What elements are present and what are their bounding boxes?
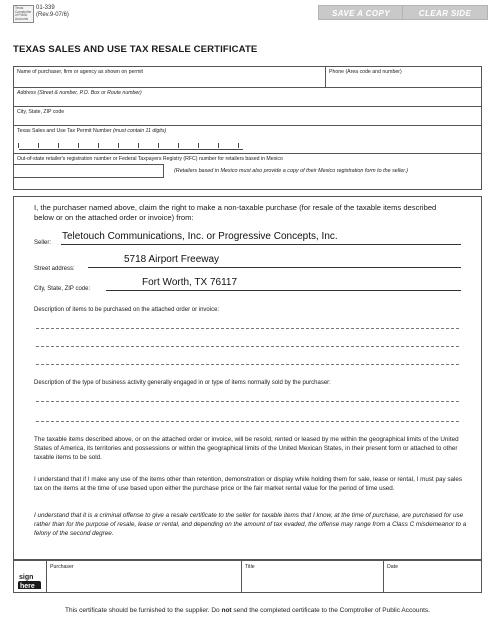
permit-digit-tick bbox=[138, 143, 139, 148]
business-description-line[interactable] bbox=[36, 421, 459, 422]
address-field[interactable] bbox=[14, 88, 481, 106]
criminal-offense-paragraph: I understand that it is a criminal offense to give a resale certificate to the seller for taxable items that I know, at the time of purchase, are purchased for use rather than for the purpose of resale, lease or rental, and depending on the amount of tax evaded, the offense may range from a Class C misdemeanor to a felony of the second degree. bbox=[34, 512, 467, 537]
footer-note bbox=[0, 607, 495, 614]
seller-city-field[interactable] bbox=[106, 275, 461, 291]
items-description-line[interactable] bbox=[36, 328, 459, 329]
purchaser-name-field[interactable] bbox=[14, 67, 325, 87]
seller-label: Seller: bbox=[34, 240, 52, 246]
purchaser-signature-field[interactable] bbox=[47, 561, 241, 592]
mexico-registration-note: (Retailers based in Mexico must also provide a copy of their Mexico registration form to the seller.) bbox=[174, 168, 409, 174]
city-label: City, State, ZIP code bbox=[17, 109, 65, 115]
resale-statement-section bbox=[13, 196, 482, 560]
sign-here-icon bbox=[17, 571, 43, 591]
address-label: Address (Street & number, P.O. Box or Route number) bbox=[17, 90, 142, 96]
permit-digit-tick bbox=[158, 143, 159, 148]
form-number bbox=[36, 5, 69, 19]
logo-text: Texas Comptroller of Public Accounts bbox=[15, 6, 32, 21]
title-label: Title bbox=[245, 564, 255, 570]
phone-label-a: Phone (Area code and number) bbox=[329, 69, 402, 75]
rfc-number-field[interactable] bbox=[14, 154, 481, 189]
svg-text:sign: sign bbox=[19, 574, 34, 581]
footer-text-end: send the completed certificate to the Comptroller of Public Accounts. bbox=[231, 607, 430, 614]
rfc-entry-box[interactable] bbox=[14, 164, 164, 178]
permit-digit-tick bbox=[198, 143, 199, 148]
seller-city-label: City, State, ZIP code: bbox=[34, 286, 91, 292]
form-revision: (Rev.9-07/6) bbox=[36, 12, 69, 18]
permit-number-field[interactable] bbox=[14, 126, 481, 153]
purchaser-signature-label: Purchaser bbox=[50, 564, 74, 570]
permit-note: (must contain 11 digits) bbox=[112, 128, 167, 134]
resale-terms-paragraph: The taxable items described above, or on the attached order or invoice, will be resold, rented or leased by me within the geographical limits of the United States of America, its territories and possessions or within the geographical limits of the United Mexican States, in their present form or attached to other taxable items to be sold. bbox=[34, 436, 459, 461]
form-number-text: 01-339 bbox=[36, 5, 55, 11]
permit-digit-baseline bbox=[19, 149, 243, 150]
permit-digit-tick bbox=[118, 143, 119, 148]
title-field[interactable] bbox=[242, 561, 383, 592]
permit-digit-tick bbox=[98, 143, 99, 148]
sign-here-marker bbox=[17, 571, 43, 591]
footer-text-start: This certificate should be furnished to the supplier. Do bbox=[65, 607, 222, 614]
date-label: Date bbox=[387, 564, 398, 570]
seller-value: Teletouch Communications, Inc. or Progressive Concepts, Inc. bbox=[62, 231, 338, 242]
permit-label bbox=[17, 128, 166, 134]
permit-digit-tick bbox=[38, 143, 39, 148]
street-address-label: Street address: bbox=[34, 266, 75, 272]
signature-table bbox=[13, 560, 482, 593]
permit-digit-tick bbox=[238, 143, 239, 148]
street-address-field[interactable] bbox=[88, 252, 461, 268]
business-description-label: Description of the type of business activity generally engaged in or type of items normally sold by the purchaser: bbox=[34, 380, 331, 386]
permit-digit-tick bbox=[58, 143, 59, 148]
clear-side-button[interactable]: CLEAR SIDE bbox=[402, 5, 488, 20]
purchaser-info-table bbox=[13, 66, 482, 190]
items-description-line[interactable] bbox=[36, 364, 459, 365]
items-description-line[interactable] bbox=[36, 346, 459, 347]
permit-digit-tick bbox=[18, 143, 19, 148]
street-address-value: 5718 Airport Freeway bbox=[124, 254, 220, 265]
rfc-label: Out-of-state retailer's registration number or Federal Taxpayers Registry (RFC) number for retailers based in Mexico bbox=[17, 156, 283, 162]
claim-statement: I, the purchaser named above, claim the right to make a non-taxable purchase (for resale of the taxable items described below or on the attached order or invoice) from: bbox=[34, 203, 437, 222]
comptroller-logo bbox=[13, 5, 34, 23]
permit-label-text: Texas Sales and Use Tax Permit Number bbox=[17, 128, 112, 134]
purchaser-name-label: Name of purchaser, firm or agency as shown on permit bbox=[17, 69, 143, 75]
permit-digit-tick bbox=[218, 143, 219, 148]
svg-text:here: here bbox=[20, 583, 35, 590]
items-description-label: Description of items to be purchased on the attached order or invoice: bbox=[34, 307, 220, 313]
permit-digit-tick bbox=[178, 143, 179, 148]
permit-digit-tick bbox=[78, 143, 79, 148]
city-field[interactable] bbox=[14, 107, 481, 125]
use-tax-paragraph: I understand that if I make any use of the items other than retention, demonstration or display while holding them for sale, lease or rental, I must pay sales tax on the items at the time of use based upon either the purchase price or the fair market rental value for the period of time used. bbox=[34, 476, 463, 492]
save-a-copy-button[interactable]: SAVE A COPY bbox=[318, 5, 404, 20]
business-description-line[interactable] bbox=[36, 401, 459, 402]
phone-label bbox=[329, 69, 402, 75]
date-field[interactable] bbox=[384, 561, 481, 592]
form-title: TEXAS SALES AND USE TAX RESALE CERTIFICATE bbox=[13, 44, 258, 55]
phone-field[interactable] bbox=[326, 67, 481, 87]
seller-city-value: Fort Worth, TX 76117 bbox=[142, 277, 238, 288]
seller-field[interactable] bbox=[61, 229, 461, 245]
footer-text-emphasis: not bbox=[221, 607, 232, 614]
